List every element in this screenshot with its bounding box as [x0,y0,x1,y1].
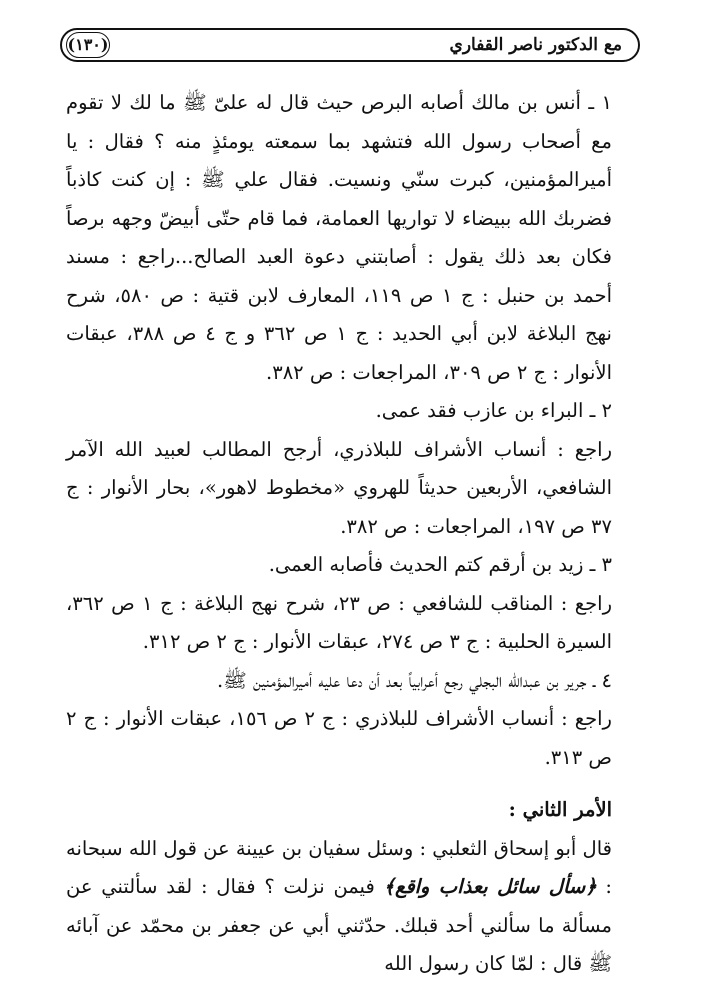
section-paragraph [66,830,640,984]
reference-paragraph: راجع : أنساب الأشراف للبلاذري : ج ٢ ص ١٥٦، عبقات الأنوار : ج ٢ ص ٣١٣. [66,707,612,769]
quran-quote: ﴿سأل سائل بعذاب واقع﴾ [383,875,597,898]
running-header [60,28,640,62]
section-text-before: قال أبو إسحاق الثعلبي : وسئل سفيان بن عيينة عن قول الله سبحانه : [66,836,612,898]
header-title: مع الدكتور ناصر القفاري [449,35,622,55]
reference-paragraph: راجع : أنساب الأشراف للبلاذري، أرجح المطالب لعبيد الله الآمر الشافعي، الأربعين حديثاً للهروي «مخطوط لاهور»، بحار الأنوار : ج ٣٧ ص ١٩٧، المراجعات : ص ٣٨٢. [66,437,612,538]
page-number: (١٣٠) [66,32,110,58]
list-item: ١ ـ أنس بن مالك أصابه البرص حيث قال له علىّ ﷺ ما لك لا تقوم مع أصحاب رسول الله فتشهد بما سمعته يومئذٍ منه ؟ فقال : يا أميرالمؤمنين، كبرت سنّي ونسيت. فقال علي ﷺ : إن كنت كاذباً فضربك الله ببيضاء لا تواريها العمامة، فما قام حتّى أبيضّ وجهه برصاً فكان بعد ذلك يقول : أصابتني دعوة العبد الصالح...راجع : مسند أحمد بن حنبل : ج ١ ص ١١٩، المعارف لابن قتية : ص ٥٨٠، شرح نهج البلاغة لابن أبي الحديد : ج ١ ص ٣٦٢ و ج ٤ ص ٣٨٨، عبقات الأنوار : ج ٢ ص ٣٠٩، المراجعات : ص ٣٨٢. [66,91,612,384]
page-body [66,84,640,984]
list-item: ٤ ـ جرير بن عبدالله البجلي رجع أعرابياً بعد أن دعا عليه أميرالمؤمنين ﷺ. [217,668,612,692]
list-item: ٢ ـ البراء بن عازب فقد عمى. [375,399,612,422]
reference-paragraph: راجع : المناقب للشافعي : ص ٢٣، شرح نهج البلاغة : ج ١ ص ٣٦٢، السيرة الحلبية : ج ٣ ص ٢٧٤، عبقات الأنوار : ج ٢ ص ٣١٢. [66,591,612,653]
section-text-after: فيمن نزلت ؟ فقال : لقد سألتني عن مسألة ما سألني أحد قبلك. حدّثني أبي عن جعفر بن محمّد عن آبائه ﷺ قال : لمّا كان رسول الله [66,875,612,975]
section-heading: الأمر الثاني : [508,798,612,821]
list-item: ٣ ـ زيد بن أرقم كتم الحديث فأصابه العمى. [268,553,612,576]
